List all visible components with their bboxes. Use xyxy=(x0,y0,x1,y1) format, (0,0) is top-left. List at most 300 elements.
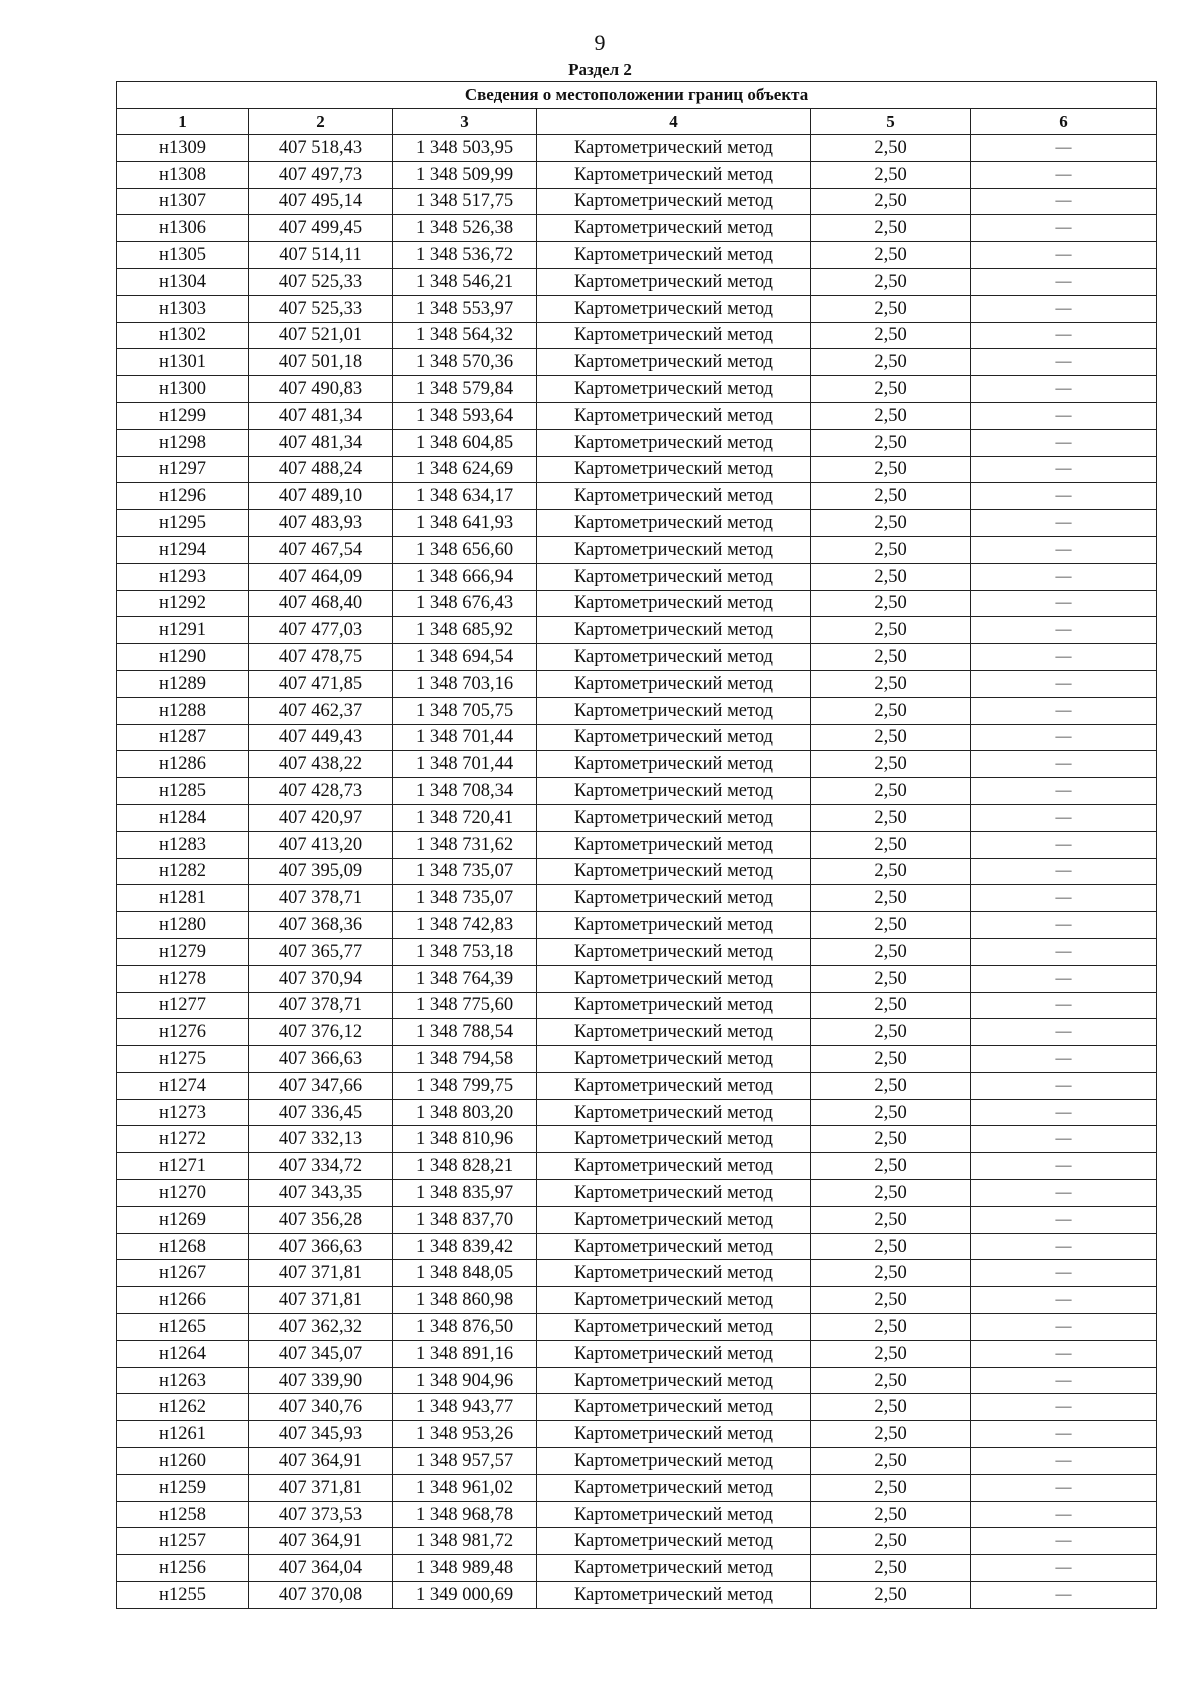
y-coordinate-cell: 1 348 981,72 xyxy=(393,1528,537,1555)
table-row xyxy=(117,1367,1157,1394)
y-coordinate-cell: 1 348 564,32 xyxy=(393,322,537,349)
y-coordinate-cell: 1 348 794,58 xyxy=(393,1046,537,1073)
x-coordinate-cell: 407 373,53 xyxy=(249,1501,393,1528)
point-name-cell: н1280 xyxy=(117,912,249,939)
point-name-cell: н1269 xyxy=(117,1206,249,1233)
method-cell: Картометрический метод xyxy=(537,1287,811,1314)
table-title: Сведения о местоположении границ объекта xyxy=(117,82,1157,109)
accuracy-cell: 2,50 xyxy=(811,1072,971,1099)
method-cell: Картометрический метод xyxy=(537,322,811,349)
table-row xyxy=(117,1394,1157,1421)
table-row xyxy=(117,242,1157,269)
accuracy-cell: 2,50 xyxy=(811,617,971,644)
table-row xyxy=(117,1260,1157,1287)
table-row xyxy=(117,1448,1157,1475)
accuracy-cell: 2,50 xyxy=(811,1555,971,1582)
description-cell: — xyxy=(971,1046,1157,1073)
description-cell: — xyxy=(971,912,1157,939)
method-cell: Картометрический метод xyxy=(537,402,811,429)
y-coordinate-cell: 1 348 526,38 xyxy=(393,215,537,242)
method-cell: Картометрический метод xyxy=(537,295,811,322)
accuracy-cell: 2,50 xyxy=(811,402,971,429)
table-row xyxy=(117,885,1157,912)
point-name-cell: н1277 xyxy=(117,992,249,1019)
accuracy-cell: 2,50 xyxy=(811,429,971,456)
y-coordinate-cell: 1 348 731,62 xyxy=(393,831,537,858)
accuracy-cell: 2,50 xyxy=(811,831,971,858)
description-cell: — xyxy=(971,1072,1157,1099)
y-coordinate-cell: 1 348 953,26 xyxy=(393,1421,537,1448)
point-name-cell: н1264 xyxy=(117,1340,249,1367)
method-cell: Картометрический метод xyxy=(537,965,811,992)
description-cell: — xyxy=(971,242,1157,269)
table-row xyxy=(117,644,1157,671)
y-coordinate-cell: 1 348 676,43 xyxy=(393,590,537,617)
table-row xyxy=(117,1233,1157,1260)
point-name-cell: н1275 xyxy=(117,1046,249,1073)
x-coordinate-cell: 407 488,24 xyxy=(249,456,393,483)
table-row xyxy=(117,751,1157,778)
method-cell: Картометрический метод xyxy=(537,992,811,1019)
accuracy-cell: 2,50 xyxy=(811,376,971,403)
point-name-cell: н1265 xyxy=(117,1314,249,1341)
table-row xyxy=(117,1421,1157,1448)
accuracy-cell: 2,50 xyxy=(811,1421,971,1448)
description-cell: — xyxy=(971,778,1157,805)
y-coordinate-cell: 1 348 593,64 xyxy=(393,402,537,429)
y-coordinate-cell: 1 348 753,18 xyxy=(393,938,537,965)
method-cell: Картометрический метод xyxy=(537,885,811,912)
method-cell: Картометрический метод xyxy=(537,242,811,269)
table-row xyxy=(117,1314,1157,1341)
point-name-cell: н1287 xyxy=(117,724,249,751)
x-coordinate-cell: 407 449,43 xyxy=(249,724,393,751)
method-cell: Картометрический метод xyxy=(537,1394,811,1421)
accuracy-cell: 2,50 xyxy=(811,965,971,992)
point-name-cell: н1307 xyxy=(117,188,249,215)
y-coordinate-cell: 1 348 570,36 xyxy=(393,349,537,376)
point-name-cell: н1276 xyxy=(117,1019,249,1046)
x-coordinate-cell: 407 495,14 xyxy=(249,188,393,215)
description-cell: — xyxy=(971,1394,1157,1421)
point-name-cell: н1306 xyxy=(117,215,249,242)
page-number: 9 xyxy=(594,30,606,55)
x-coordinate-cell: 407 356,28 xyxy=(249,1206,393,1233)
method-cell: Картометрический метод xyxy=(537,1582,811,1609)
description-cell: — xyxy=(971,268,1157,295)
x-coordinate-cell: 407 471,85 xyxy=(249,670,393,697)
table-row xyxy=(117,858,1157,885)
table-row xyxy=(117,483,1157,510)
method-cell: Картометрический метод xyxy=(537,1474,811,1501)
table-row xyxy=(117,912,1157,939)
point-name-cell: н1290 xyxy=(117,644,249,671)
x-coordinate-cell: 407 332,13 xyxy=(249,1126,393,1153)
point-name-cell: н1305 xyxy=(117,242,249,269)
x-coordinate-cell: 407 413,20 xyxy=(249,831,393,858)
y-coordinate-cell: 1 348 891,16 xyxy=(393,1340,537,1367)
point-name-cell: н1295 xyxy=(117,510,249,537)
description-cell: — xyxy=(971,751,1157,778)
accuracy-cell: 2,50 xyxy=(811,483,971,510)
description-cell: — xyxy=(971,376,1157,403)
method-cell: Картометрический метод xyxy=(537,536,811,563)
x-coordinate-cell: 407 345,07 xyxy=(249,1340,393,1367)
y-coordinate-cell: 1 348 828,21 xyxy=(393,1153,537,1180)
accuracy-cell: 2,50 xyxy=(811,295,971,322)
column-header: 1 xyxy=(117,109,249,135)
y-coordinate-cell: 1 348 708,34 xyxy=(393,778,537,805)
accuracy-cell: 2,50 xyxy=(811,1501,971,1528)
accuracy-cell: 2,50 xyxy=(811,1582,971,1609)
accuracy-cell: 2,50 xyxy=(811,510,971,537)
accuracy-cell: 2,50 xyxy=(811,215,971,242)
accuracy-cell: 2,50 xyxy=(811,858,971,885)
accuracy-cell: 2,50 xyxy=(811,1260,971,1287)
y-coordinate-cell: 1 348 666,94 xyxy=(393,563,537,590)
column-header: 5 xyxy=(811,109,971,135)
x-coordinate-cell: 407 483,93 xyxy=(249,510,393,537)
column-header: 2 xyxy=(249,109,393,135)
x-coordinate-cell: 407 489,10 xyxy=(249,483,393,510)
method-cell: Картометрический метод xyxy=(537,161,811,188)
description-cell: — xyxy=(971,938,1157,965)
point-name-cell: н1282 xyxy=(117,858,249,885)
point-name-cell: н1298 xyxy=(117,429,249,456)
column-header-row xyxy=(117,109,1157,135)
description-cell: — xyxy=(971,858,1157,885)
y-coordinate-cell: 1 348 764,39 xyxy=(393,965,537,992)
method-cell: Картометрический метод xyxy=(537,268,811,295)
point-name-cell: н1272 xyxy=(117,1126,249,1153)
y-coordinate-cell: 1 348 634,17 xyxy=(393,483,537,510)
method-cell: Картометрический метод xyxy=(537,1019,811,1046)
x-coordinate-cell: 407 420,97 xyxy=(249,804,393,831)
x-coordinate-cell: 407 365,77 xyxy=(249,938,393,965)
accuracy-cell: 2,50 xyxy=(811,242,971,269)
table-row xyxy=(117,215,1157,242)
method-cell: Картометрический метод xyxy=(537,188,811,215)
y-coordinate-cell: 1 348 553,97 xyxy=(393,295,537,322)
point-name-cell: н1301 xyxy=(117,349,249,376)
description-cell: — xyxy=(971,349,1157,376)
y-coordinate-cell: 1 348 860,98 xyxy=(393,1287,537,1314)
description-cell: — xyxy=(971,456,1157,483)
y-coordinate-cell: 1 348 904,96 xyxy=(393,1367,537,1394)
table-row xyxy=(117,697,1157,724)
accuracy-cell: 2,50 xyxy=(811,1528,971,1555)
accuracy-cell: 2,50 xyxy=(811,563,971,590)
description-cell: — xyxy=(971,617,1157,644)
table-row xyxy=(117,1019,1157,1046)
y-coordinate-cell: 1 348 546,21 xyxy=(393,268,537,295)
section-title: Раздел 2 xyxy=(568,60,632,79)
method-cell: Картометрический метод xyxy=(537,1260,811,1287)
description-cell: — xyxy=(971,135,1157,162)
accuracy-cell: 2,50 xyxy=(811,992,971,1019)
point-name-cell: н1259 xyxy=(117,1474,249,1501)
x-coordinate-cell: 407 347,66 xyxy=(249,1072,393,1099)
column-header: 4 xyxy=(537,109,811,135)
method-cell: Картометрический метод xyxy=(537,1233,811,1260)
point-name-cell: н1303 xyxy=(117,295,249,322)
y-coordinate-cell: 1 348 694,54 xyxy=(393,644,537,671)
x-coordinate-cell: 407 521,01 xyxy=(249,322,393,349)
description-cell: — xyxy=(971,1448,1157,1475)
table-row xyxy=(117,1582,1157,1609)
y-coordinate-cell: 1 348 509,99 xyxy=(393,161,537,188)
point-name-cell: н1293 xyxy=(117,563,249,590)
accuracy-cell: 2,50 xyxy=(811,1099,971,1126)
accuracy-cell: 2,50 xyxy=(811,456,971,483)
description-cell: — xyxy=(971,536,1157,563)
y-coordinate-cell: 1 348 735,07 xyxy=(393,858,537,885)
x-coordinate-cell: 407 376,12 xyxy=(249,1019,393,1046)
description-cell: — xyxy=(971,992,1157,1019)
table-row xyxy=(117,1072,1157,1099)
x-coordinate-cell: 407 378,71 xyxy=(249,885,393,912)
y-coordinate-cell: 1 348 876,50 xyxy=(393,1314,537,1341)
point-name-cell: н1278 xyxy=(117,965,249,992)
method-cell: Картометрический метод xyxy=(537,1555,811,1582)
x-coordinate-cell: 407 340,76 xyxy=(249,1394,393,1421)
y-coordinate-cell: 1 348 701,44 xyxy=(393,724,537,751)
table-row xyxy=(117,376,1157,403)
description-cell: — xyxy=(971,1126,1157,1153)
accuracy-cell: 2,50 xyxy=(811,590,971,617)
description-cell: — xyxy=(971,697,1157,724)
point-name-cell: н1266 xyxy=(117,1287,249,1314)
x-coordinate-cell: 407 364,04 xyxy=(249,1555,393,1582)
x-coordinate-cell: 407 462,37 xyxy=(249,697,393,724)
y-coordinate-cell: 1 348 742,83 xyxy=(393,912,537,939)
method-cell: Картометрический метод xyxy=(537,724,811,751)
x-coordinate-cell: 407 525,33 xyxy=(249,268,393,295)
y-coordinate-cell: 1 348 624,69 xyxy=(393,456,537,483)
method-cell: Картометрический метод xyxy=(537,938,811,965)
point-name-cell: н1267 xyxy=(117,1260,249,1287)
method-cell: Картометрический метод xyxy=(537,1367,811,1394)
x-coordinate-cell: 407 518,43 xyxy=(249,135,393,162)
point-name-cell: н1309 xyxy=(117,135,249,162)
description-cell: — xyxy=(971,1582,1157,1609)
y-coordinate-cell: 1 348 579,84 xyxy=(393,376,537,403)
x-coordinate-cell: 407 468,40 xyxy=(249,590,393,617)
x-coordinate-cell: 407 371,81 xyxy=(249,1260,393,1287)
accuracy-cell: 2,50 xyxy=(811,1180,971,1207)
table-row xyxy=(117,295,1157,322)
point-name-cell: н1300 xyxy=(117,376,249,403)
x-coordinate-cell: 407 336,45 xyxy=(249,1099,393,1126)
y-coordinate-cell: 1 348 799,75 xyxy=(393,1072,537,1099)
x-coordinate-cell: 407 438,22 xyxy=(249,751,393,778)
x-coordinate-cell: 407 481,34 xyxy=(249,429,393,456)
method-cell: Картометрический метод xyxy=(537,1314,811,1341)
x-coordinate-cell: 407 525,33 xyxy=(249,295,393,322)
accuracy-cell: 2,50 xyxy=(811,349,971,376)
column-header: 3 xyxy=(393,109,537,135)
method-cell: Картометрический метод xyxy=(537,751,811,778)
y-coordinate-cell: 1 348 788,54 xyxy=(393,1019,537,1046)
accuracy-cell: 2,50 xyxy=(811,670,971,697)
accuracy-cell: 2,50 xyxy=(811,1287,971,1314)
x-coordinate-cell: 407 368,36 xyxy=(249,912,393,939)
y-coordinate-cell: 1 348 803,20 xyxy=(393,1099,537,1126)
description-cell: — xyxy=(971,1233,1157,1260)
description-cell: — xyxy=(971,1501,1157,1528)
y-coordinate-cell: 1 348 604,85 xyxy=(393,429,537,456)
y-coordinate-cell: 1 348 839,42 xyxy=(393,1233,537,1260)
x-coordinate-cell: 407 499,45 xyxy=(249,215,393,242)
table-row xyxy=(117,617,1157,644)
description-cell: — xyxy=(971,885,1157,912)
point-name-cell: н1302 xyxy=(117,322,249,349)
point-name-cell: н1260 xyxy=(117,1448,249,1475)
x-coordinate-cell: 407 378,71 xyxy=(249,992,393,1019)
method-cell: Картометрический метод xyxy=(537,804,811,831)
method-cell: Картометрический метод xyxy=(537,1421,811,1448)
description-cell: — xyxy=(971,724,1157,751)
table-row xyxy=(117,1046,1157,1073)
description-cell: — xyxy=(971,215,1157,242)
method-cell: Картометрический метод xyxy=(537,1046,811,1073)
accuracy-cell: 2,50 xyxy=(811,1314,971,1341)
table-row xyxy=(117,1153,1157,1180)
method-cell: Картометрический метод xyxy=(537,778,811,805)
table-row xyxy=(117,1099,1157,1126)
method-cell: Картометрический метод xyxy=(537,429,811,456)
point-name-cell: н1299 xyxy=(117,402,249,429)
table-row xyxy=(117,778,1157,805)
table-row xyxy=(117,724,1157,751)
point-name-cell: н1268 xyxy=(117,1233,249,1260)
description-cell: — xyxy=(971,1206,1157,1233)
y-coordinate-cell: 1 348 705,75 xyxy=(393,697,537,724)
accuracy-cell: 2,50 xyxy=(811,322,971,349)
table-row xyxy=(117,938,1157,965)
column-header: 6 xyxy=(971,109,1157,135)
x-coordinate-cell: 407 370,08 xyxy=(249,1582,393,1609)
description-cell: — xyxy=(971,831,1157,858)
table-row xyxy=(117,1474,1157,1501)
table-row xyxy=(117,349,1157,376)
description-cell: — xyxy=(971,510,1157,537)
point-name-cell: н1291 xyxy=(117,617,249,644)
y-coordinate-cell: 1 348 517,75 xyxy=(393,188,537,215)
method-cell: Картометрический метод xyxy=(537,1206,811,1233)
description-cell: — xyxy=(971,1555,1157,1582)
table-row xyxy=(117,1126,1157,1153)
accuracy-cell: 2,50 xyxy=(811,885,971,912)
table-row xyxy=(117,188,1157,215)
table-row xyxy=(117,135,1157,162)
description-cell: — xyxy=(971,161,1157,188)
table-body xyxy=(117,135,1157,1609)
method-cell: Картометрический метод xyxy=(537,1072,811,1099)
x-coordinate-cell: 407 362,32 xyxy=(249,1314,393,1341)
point-name-cell: н1292 xyxy=(117,590,249,617)
y-coordinate-cell: 1 348 536,72 xyxy=(393,242,537,269)
point-name-cell: н1281 xyxy=(117,885,249,912)
x-coordinate-cell: 407 501,18 xyxy=(249,349,393,376)
x-coordinate-cell: 407 497,73 xyxy=(249,161,393,188)
x-coordinate-cell: 407 395,09 xyxy=(249,858,393,885)
method-cell: Картометрический метод xyxy=(537,563,811,590)
x-coordinate-cell: 407 366,63 xyxy=(249,1046,393,1073)
accuracy-cell: 2,50 xyxy=(811,536,971,563)
point-name-cell: н1271 xyxy=(117,1153,249,1180)
table-row xyxy=(117,322,1157,349)
point-name-cell: н1288 xyxy=(117,697,249,724)
x-coordinate-cell: 407 364,91 xyxy=(249,1528,393,1555)
y-coordinate-cell: 1 348 701,44 xyxy=(393,751,537,778)
accuracy-cell: 2,50 xyxy=(811,188,971,215)
point-name-cell: н1258 xyxy=(117,1501,249,1528)
point-name-cell: н1255 xyxy=(117,1582,249,1609)
y-coordinate-cell: 1 348 703,16 xyxy=(393,670,537,697)
x-coordinate-cell: 407 339,90 xyxy=(249,1367,393,1394)
y-coordinate-cell: 1 348 837,70 xyxy=(393,1206,537,1233)
point-name-cell: н1308 xyxy=(117,161,249,188)
method-cell: Картометрический метод xyxy=(537,1340,811,1367)
method-cell: Картометрический метод xyxy=(537,1448,811,1475)
point-name-cell: н1256 xyxy=(117,1555,249,1582)
description-cell: — xyxy=(971,1421,1157,1448)
accuracy-cell: 2,50 xyxy=(811,697,971,724)
accuracy-cell: 2,50 xyxy=(811,778,971,805)
point-name-cell: н1262 xyxy=(117,1394,249,1421)
method-cell: Картометрический метод xyxy=(537,644,811,671)
x-coordinate-cell: 407 366,63 xyxy=(249,1233,393,1260)
method-cell: Картометрический метод xyxy=(537,1153,811,1180)
accuracy-cell: 2,50 xyxy=(811,1046,971,1073)
table-row xyxy=(117,1287,1157,1314)
accuracy-cell: 2,50 xyxy=(811,804,971,831)
table-row xyxy=(117,161,1157,188)
y-coordinate-cell: 1 348 503,95 xyxy=(393,135,537,162)
table-row xyxy=(117,1180,1157,1207)
x-coordinate-cell: 407 478,75 xyxy=(249,644,393,671)
x-coordinate-cell: 407 514,11 xyxy=(249,242,393,269)
description-cell: — xyxy=(971,1367,1157,1394)
description-cell: — xyxy=(971,1474,1157,1501)
method-cell: Картометрический метод xyxy=(537,1501,811,1528)
description-cell: — xyxy=(971,429,1157,456)
x-coordinate-cell: 407 477,03 xyxy=(249,617,393,644)
accuracy-cell: 2,50 xyxy=(811,268,971,295)
table-row xyxy=(117,510,1157,537)
description-cell: — xyxy=(971,644,1157,671)
x-coordinate-cell: 407 464,09 xyxy=(249,563,393,590)
point-name-cell: н1289 xyxy=(117,670,249,697)
method-cell: Картометрический метод xyxy=(537,510,811,537)
accuracy-cell: 2,50 xyxy=(811,1448,971,1475)
table-row xyxy=(117,536,1157,563)
method-cell: Картометрический метод xyxy=(537,858,811,885)
method-cell: Картометрический метод xyxy=(537,135,811,162)
point-name-cell: н1285 xyxy=(117,778,249,805)
description-cell: — xyxy=(971,563,1157,590)
point-name-cell: н1270 xyxy=(117,1180,249,1207)
table-row xyxy=(117,804,1157,831)
description-cell: — xyxy=(971,1287,1157,1314)
x-coordinate-cell: 407 481,34 xyxy=(249,402,393,429)
x-coordinate-cell: 407 345,93 xyxy=(249,1421,393,1448)
method-cell: Картометрический метод xyxy=(537,1180,811,1207)
table-row xyxy=(117,590,1157,617)
y-coordinate-cell: 1 348 641,93 xyxy=(393,510,537,537)
accuracy-cell: 2,50 xyxy=(811,161,971,188)
